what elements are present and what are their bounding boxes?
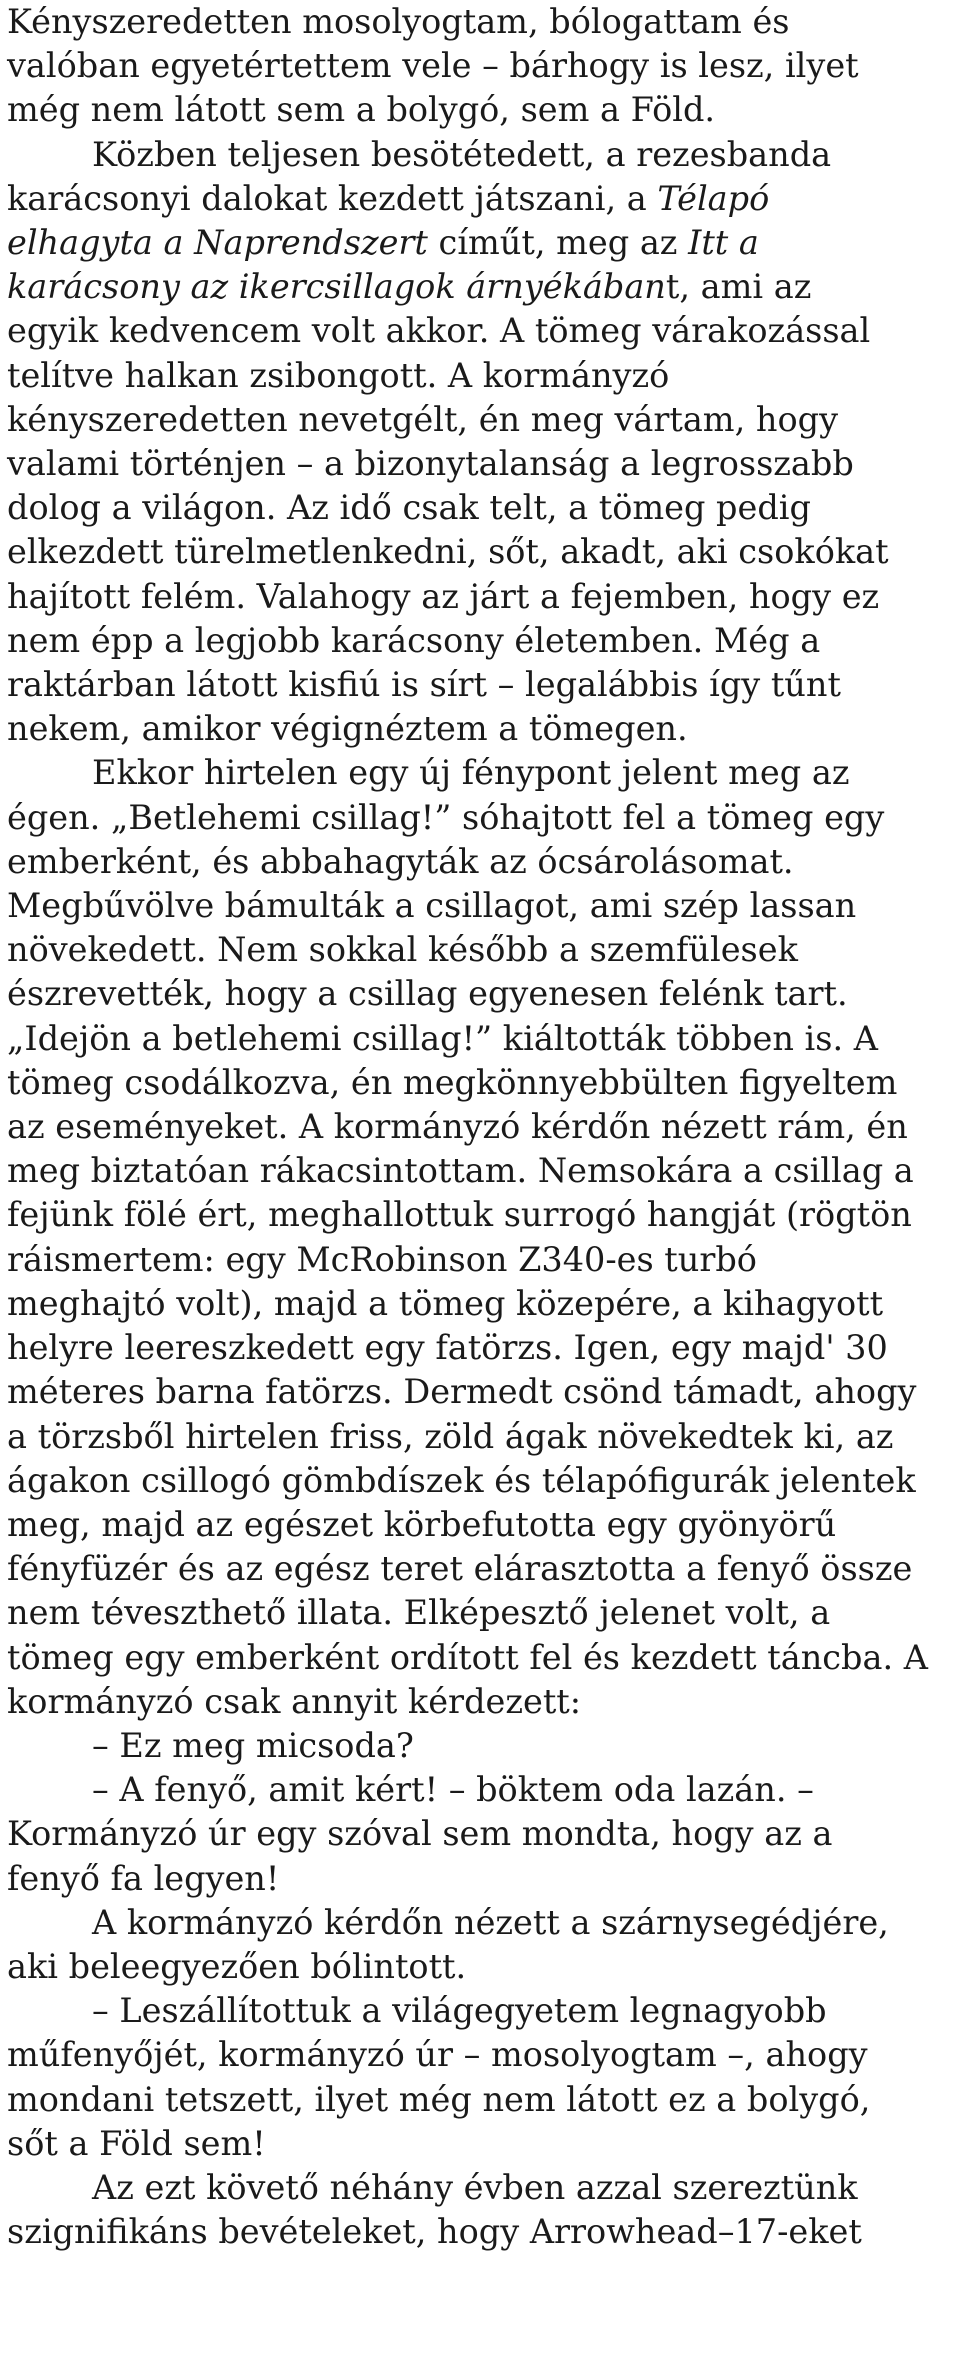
text-line (7, 398, 960, 442)
line-text: fejünk fölé ért, meghallottuk surrogó hangját (rögtön (7, 1195, 912, 1235)
text-line (7, 1724, 960, 1768)
line-text: észrevették, hogy a csillag egyenesen felénk tart. (7, 974, 848, 1014)
text-line (7, 1415, 960, 1459)
line-text: t, ami az (665, 267, 812, 307)
text-line (7, 309, 960, 353)
italic-title-text: elhagyta a Naprendszert (7, 223, 428, 263)
line-text: – Ez meg micsoda? (92, 1725, 414, 1765)
text-line (7, 1193, 960, 1237)
text-line (7, 177, 960, 221)
line-text: a törzsből hirtelen friss, zöld ágak növekedtek ki, az (7, 1416, 894, 1456)
line-text: nem téveszthető illata. Elképesztő jelenet volt, a (7, 1593, 831, 1633)
line-text: egyik kedvencem volt akkor. A tömeg várakozással (7, 311, 871, 351)
text-line (7, 44, 960, 88)
line-text: valóban egyetértettem vele – bárhogy is lesz, ilyet (7, 46, 859, 86)
line-text: Az ezt követő néhány évben azzal szereztünk (92, 2167, 858, 2207)
text-line (7, 1459, 960, 1503)
line-text: Megbűvölve bámulták a csillagot, ami szép lassan (7, 886, 857, 926)
text-line (7, 2122, 960, 2166)
italic-title-text: Itt a (688, 223, 759, 263)
line-text: telítve halkan zsibongott. A kormányzó (7, 355, 670, 395)
line-text: fenyő fa legyen! (7, 1858, 280, 1898)
text-line (7, 1547, 960, 1591)
line-text: emberként, és abbahagyták az ócsárolásomat. (7, 841, 794, 881)
text-line (7, 1945, 960, 1989)
line-text: helyre leereszkedett egy fatörzs. Igen, egy majd' 30 (7, 1328, 888, 1368)
line-text: tömeg csodálkozva, én megkönnyebbülten figyeltem (7, 1062, 898, 1102)
text-line (7, 840, 960, 884)
line-text: tömeg egy emberként ordított fel és kezdett táncba. A (7, 1637, 928, 1677)
text-line (7, 575, 960, 619)
line-text: szignifikáns bevételeket, hogy Arrowhead–17-eket (7, 2212, 862, 2252)
text-line (7, 1591, 960, 1635)
text-line (7, 2033, 960, 2077)
text-line (7, 221, 960, 265)
text-line (7, 884, 960, 928)
text-line (7, 619, 960, 663)
text-line (7, 265, 960, 309)
line-text: nem épp a legjobb karácsony életemben. Még a (7, 620, 821, 660)
text-line (7, 354, 960, 398)
text-line (7, 1238, 960, 1282)
line-text: elkezdett türelmetlenkedni, sőt, akadt, aki csokókat (7, 532, 889, 572)
italic-title-text: Télapó (657, 178, 770, 218)
line-text: A kormányzó kérdőn nézett a szárnysegédjére, (92, 1902, 889, 1942)
text-line (7, 1989, 960, 2033)
line-text: az eseményeket. A kormányzó kérdőn nézett rám, én (7, 1107, 908, 1147)
text-line (7, 0, 960, 44)
line-text: nekem, amikor végignéztem a tömegen. (7, 709, 688, 749)
line-text: dolog a világon. Az idő csak telt, a tömeg pedig (7, 488, 811, 528)
line-text: mondani tetszett, ilyet még nem látott ez a bolygó, (7, 2079, 871, 2119)
text-line (7, 751, 960, 795)
text-line (7, 1149, 960, 1193)
line-text: Kényszeredetten mosolyogtam, bólogattam és (7, 2, 790, 41)
text-line (7, 530, 960, 574)
line-text: meg, majd az egészet körbefutotta egy gyönyörű (7, 1504, 837, 1544)
line-text: égen. „Betlehemi csillag!” sóhajtott fel a tömeg egy (7, 797, 885, 837)
text-line (7, 133, 960, 177)
italic-title-text: karácsony az ikercsillagok árnyékában (7, 267, 666, 307)
text-line (7, 1105, 960, 1149)
story-text-body (7, 0, 960, 2254)
text-line (7, 1680, 960, 1724)
text-line (7, 1326, 960, 1370)
text-line (7, 2166, 960, 2210)
text-line (7, 1768, 960, 1812)
text-line (7, 1282, 960, 1326)
text-line (7, 88, 960, 132)
line-text: sőt a Föld sem! (7, 2123, 266, 2163)
line-text: hajított felém. Valahogy az járt a fejemben, hogy ez (7, 576, 880, 616)
text-line (7, 1370, 960, 1414)
text-line (7, 2078, 960, 2122)
line-text: növekedett. Nem sokkal később a szemfülesek (7, 930, 798, 970)
line-text: valami történjen – a bizonytalanság a legrosszabb (7, 444, 854, 484)
text-line (7, 1857, 960, 1901)
text-line (7, 663, 960, 707)
text-line (7, 1812, 960, 1856)
text-line (7, 486, 960, 530)
text-line (7, 1503, 960, 1547)
line-text: méteres barna fatörzs. Dermedt csönd támadt, ahogy (7, 1372, 917, 1412)
text-line (7, 928, 960, 972)
text-line (7, 2210, 960, 2254)
text-line (7, 442, 960, 486)
line-text: meg biztatóan rákacsintottam. Nemsokára a csillag a (7, 1151, 914, 1191)
line-text: aki beleegyezően bólintott. (7, 1946, 467, 1986)
line-text: Ekkor hirtelen egy új fénypont jelent meg az (92, 753, 850, 793)
line-text: – Leszállítottuk a világegyetem legnagyobb (92, 1991, 827, 2031)
line-text: Kormányzó úr egy szóval sem mondta, hogy az a (7, 1814, 833, 1854)
text-line (7, 707, 960, 751)
line-text: meghajtó volt), majd a tömeg közepére, a kihagyott (7, 1283, 884, 1323)
line-text: kényszeredetten nevetgélt, én meg vártam, hogy (7, 399, 838, 439)
text-line (7, 1061, 960, 1105)
line-text: karácsonyi dalokat kezdett játszani, a (7, 178, 658, 218)
text-line (7, 972, 960, 1016)
text-line (7, 796, 960, 840)
line-text: „Idejön a betlehemi csillag!” kiáltották többen is. A (7, 1018, 878, 1058)
line-text: műfenyőjét, kormányzó úr – mosolyogtam –, ahogy (7, 2035, 868, 2075)
line-text: fényfüzér és az egész teret elárasztotta a fenyő össze (7, 1549, 913, 1589)
line-text: még nem látott sem a bolygó, sem a Föld. (7, 90, 716, 130)
text-line (7, 1017, 960, 1061)
line-text: Közben teljesen besötétedett, a rezesbanda (92, 134, 832, 174)
text-line (7, 1636, 960, 1680)
line-text: – A fenyő, amit kért! – böktem oda lazán. – (92, 1770, 814, 1810)
line-text: című́t, meg az (427, 223, 689, 263)
line-text: raktárban látott kisfiú is sírt – legalábbis így tűnt (7, 665, 841, 705)
line-text: ágakon csillogó gömbdíszek és télapófigurák jelentek (7, 1460, 916, 1500)
text-line (7, 1901, 960, 1945)
line-text: ráismertem: egy McRobinson Z340-es turbó (7, 1239, 757, 1279)
line-text: kormányzó csak annyit kérdezett: (7, 1681, 582, 1721)
